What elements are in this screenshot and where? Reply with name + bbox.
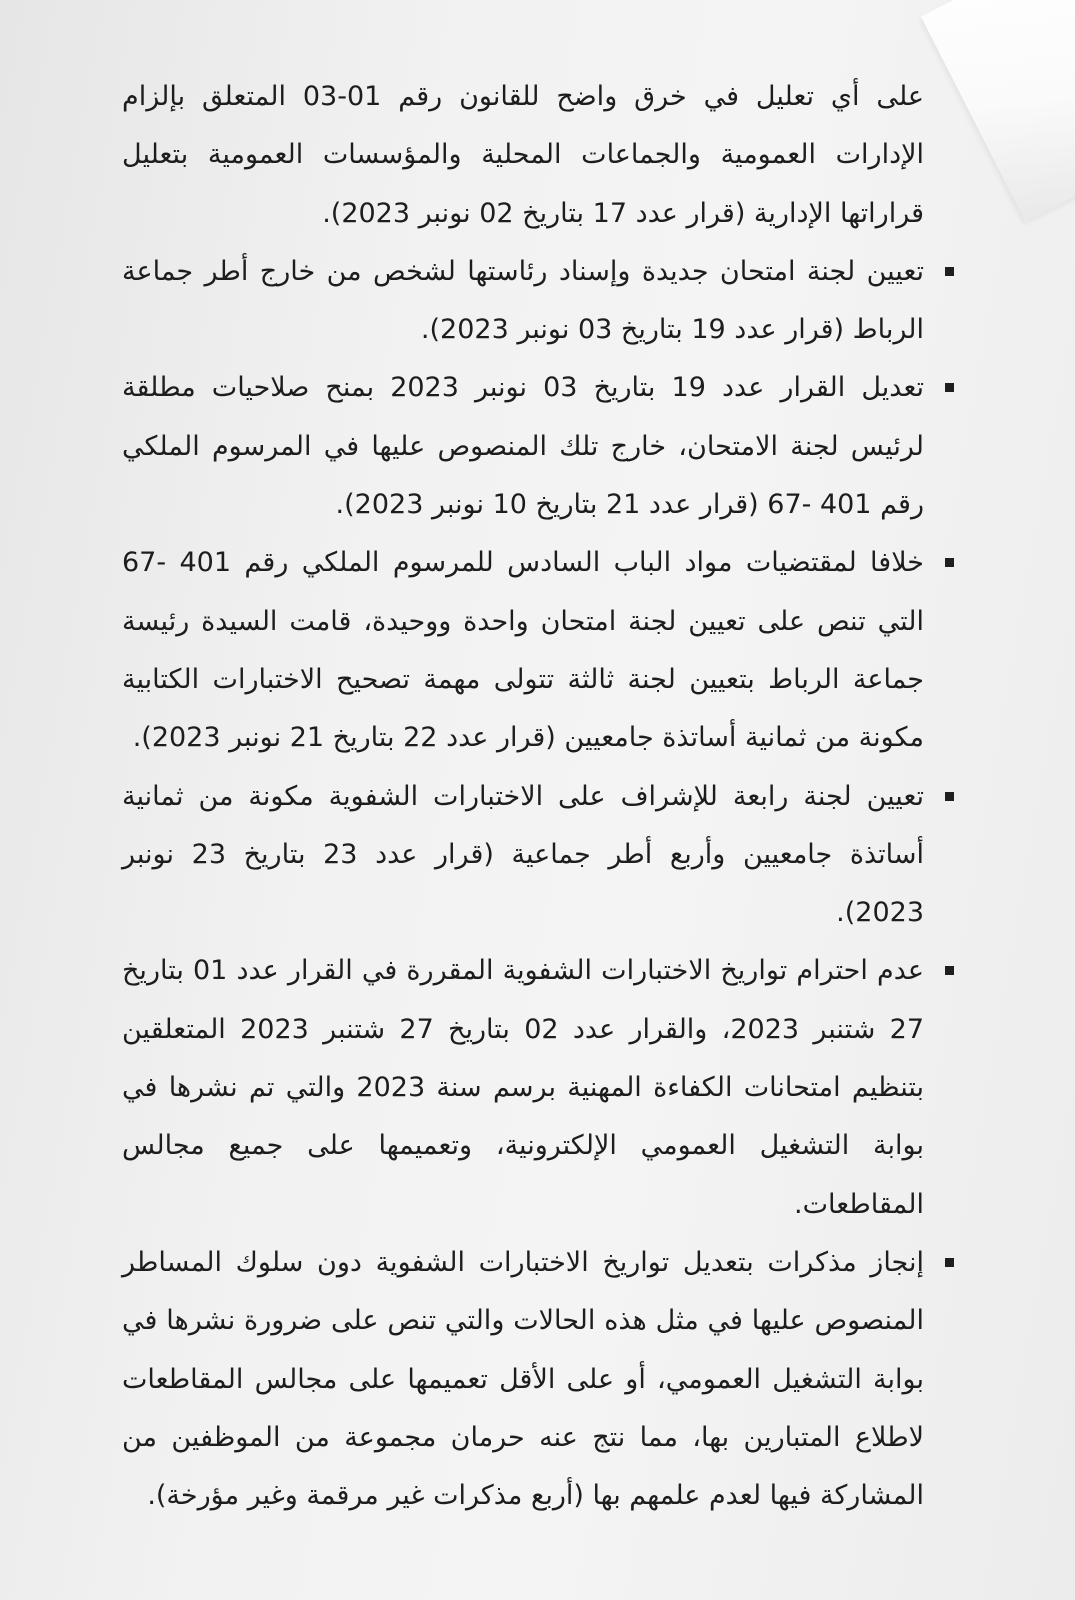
square-bullet-icon <box>945 966 954 975</box>
square-bullet-icon <box>945 1258 954 1267</box>
bullet-item <box>122 1234 954 1525</box>
bullet-text: خلافا لمقتضيات مواد الباب السادس للمرسوم الملكي رقم 401 -67 التي تنص على تعيين لجنة امتحان واحدة ووحيدة، قامت السيدة رئيسة جماعة الرباط بتعيين لجنة ثالثة تتولى مهمة تصحيح الاختبارات الكتابية مكونة من ثمانية أساتذة جامعيين (قرار عدد 22 بتاريخ 21 نونبر 2023). <box>122 547 924 754</box>
square-bullet-icon <box>945 383 954 392</box>
bullet-text: تعيين لجنة رابعة للإشراف على الاختبارات الشفوية مكونة من ثمانية أساتذة جامعيين وأربع أطر جماعية (قرار عدد 23 بتاريخ 23 نونبر 2023). <box>122 780 924 929</box>
bullet-item <box>122 768 954 943</box>
bullet-text: تعيين لجنة امتحان جديدة وإسناد رئاستها لشخص من خارج أطر جماعة الرباط (قرار عدد 19 بتاريخ 03 نونبر 2023). <box>122 255 924 346</box>
bullet-text: تعديل القرار عدد 19 بتاريخ 03 نونبر 2023 بمنح صلاحيات مطلقة لرئيس لجنة الامتحان، خارج تلك المنصوص عليها في المرسوم الملكي رقم 401 -67 (قرار عدد 21 بتاريخ 10 نونبر 2023). <box>122 372 924 521</box>
bullet-item <box>122 534 954 767</box>
square-bullet-icon <box>945 267 954 276</box>
square-bullet-icon <box>945 558 954 567</box>
bullet-text: عدم احترام تواريخ الاختبارات الشفوية المقررة في القرار عدد 01 بتاريخ 27 شتنبر 2023، والقرار عدد 02 بتاريخ 27 شتنبر 2023 المتعلقين بتنظيم امتحانات الكفاءة المهنية برسم سنة 2023 والتي تم نشرها في بوابة التشغيل العمومي الإلكترونية، وتعميمها على جميع مجالس المقاطعات. <box>122 955 925 1220</box>
document-body <box>122 68 954 1525</box>
square-bullet-icon <box>945 792 954 801</box>
bullet-item <box>122 942 954 1233</box>
bullet-item <box>122 359 954 534</box>
intro-paragraph: على أي تعليل في خرق واضح للقانون رقم 01-03 المتعلق بإلزام الإدارات العمومية والجماعات المحلية والمؤسسات العمومية بتعليل قراراتها الإدارية (قرار عدد 17 بتاريخ 02 نونبر 2023). <box>122 81 924 229</box>
bullet-text: إنجاز مذكرات بتعديل تواريخ الاختبارات الشفوية دون سلوك المساطر المنصوص عليها في مثل هذه الحالات والتي تنص على ضرورة نشرها في بوابة التشغيل العمومي، أو على الأقل تعميمها على مجالس المقاطعات لاطلاع المتبارين بها، مما نتج عنه حرمان مجموعة من الموظفين من المشاركة فيها لعدم علمهم بها (أربع مذكرات غير مرقمة وغير مؤرخة). <box>122 1246 924 1512</box>
bullet-item <box>122 243 954 360</box>
